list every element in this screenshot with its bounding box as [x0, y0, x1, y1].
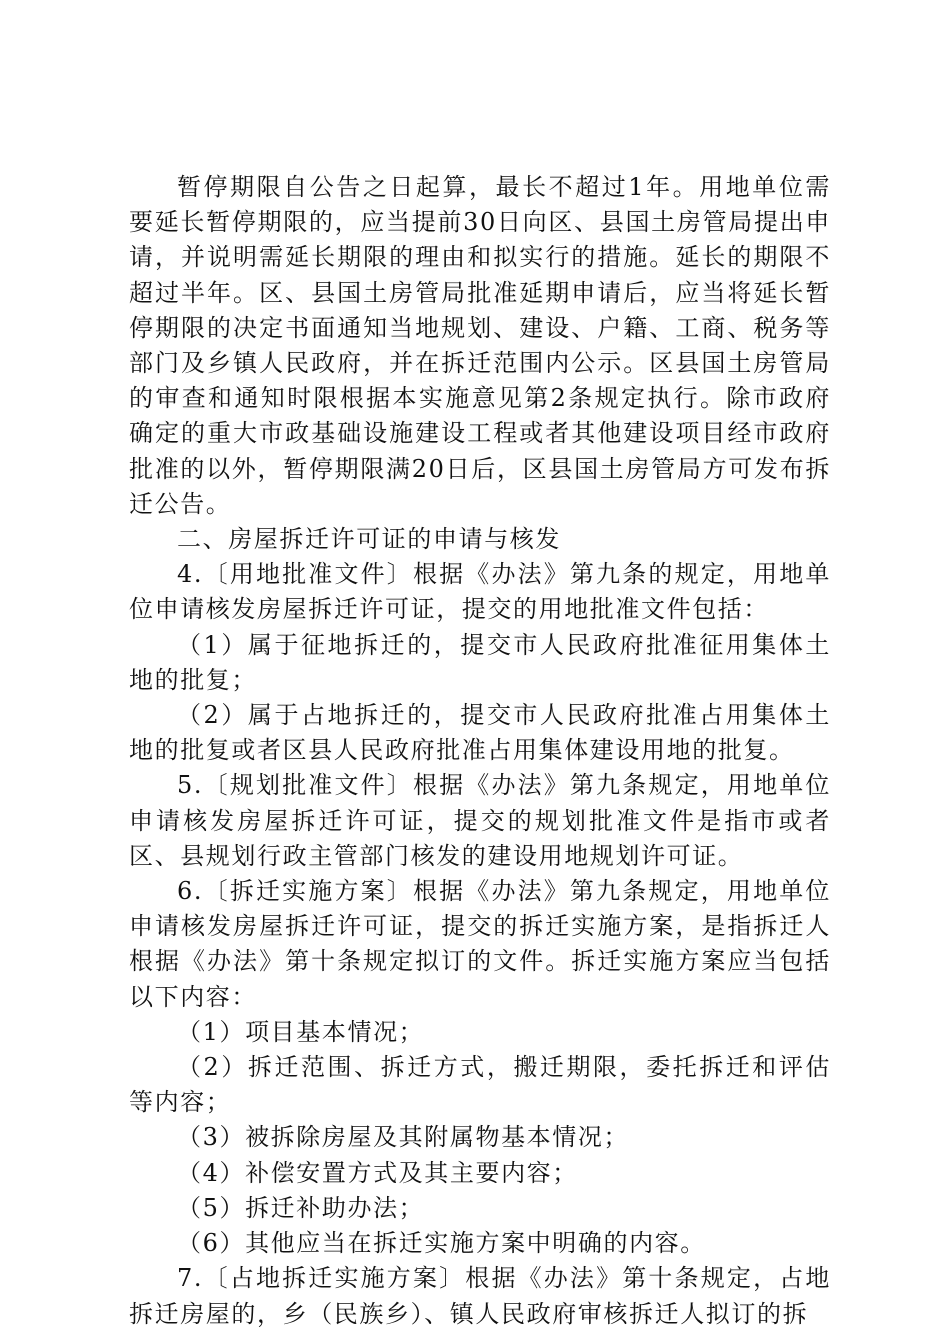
list-item-6-4: （4）补偿安置方式及其主要内容； [177, 1158, 578, 1187]
list-item-6-1: （1）项目基本情况； [177, 1017, 425, 1046]
section-heading-permit: 二、房屋拆迁许可证的申请与核发 [177, 525, 561, 554]
paragraph-article-4: 4.〔用地批准文件〕根据《办法》第九条的规定，用地单位申请核发房屋拆迁许可证，提交的用地批准文件包括： [129, 560, 831, 624]
paragraph-article-5: 5.〔规划批准文件〕根据《办法》第九条规定，用地单位申请核发房屋拆迁许可证，提交的规划批准文件是指市或者区、县规划行政主管部门核发的建设用地规划许可证。 [129, 771, 831, 870]
paragraph-suspension-period: 暂停期限自公告之日起算，最长不超过1年。用地单位需要延长暂停期限的，应当提前30日向区、县国土房管局提出申请，并说明需延长期限的理由和拟实行的措施。延长的期限不超过半年。区、县国土房管局批准延期申请后，应当将延长暂停期限的决定书面通知当地规划、建设、户籍、工商、税务等部门及乡镇人民政府，并在拆迁范围内公示。区县国土房管局的审查和通知时限根据本实施意见第2条规定执行。除市政府确定的重大市政基础设施建设工程或者其他建设项目经市政府批准的以外，暂停期限满20日后，区县国土房管局方可发布拆迁公告。 [129, 173, 831, 518]
document-body [129, 170, 831, 1332]
paragraph-article-7: 7.〔占地拆迁实施方案〕根据《办法》第十条规定，占地拆迁房屋的，乡（民族乡）、镇人民政府审核拆迁人拟订的拆 [129, 1264, 831, 1328]
paragraph-article-6: 6.〔拆迁实施方案〕根据《办法》第九条规定，用地单位申请核发房屋拆迁许可证，提交的拆迁实施方案，是指拆迁人根据《办法》第十条规定拟订的文件。拆迁实施方案应当包括以下内容： [129, 877, 831, 1011]
list-item-6-6: （6）其他应当在拆迁实施方案中明确的内容。 [177, 1229, 706, 1258]
list-item-4-1: （1）属于征地拆迁的，提交市人民政府批准征用集体土地的批复； [129, 630, 831, 694]
list-item-6-2: （2）拆迁范围、拆迁方式，搬迁期限，委托拆迁和评估等内容； [129, 1053, 831, 1117]
list-item-6-3: （3）被拆除房屋及其附属物基本情况； [177, 1123, 630, 1152]
list-item-6-5: （5）拆迁补助办法； [177, 1193, 425, 1222]
list-item-4-2: （2）属于占地拆迁的，提交市人民政府批准占用集体土地的批复或者区县人民政府批准占用集体建设用地的批复。 [129, 701, 831, 765]
